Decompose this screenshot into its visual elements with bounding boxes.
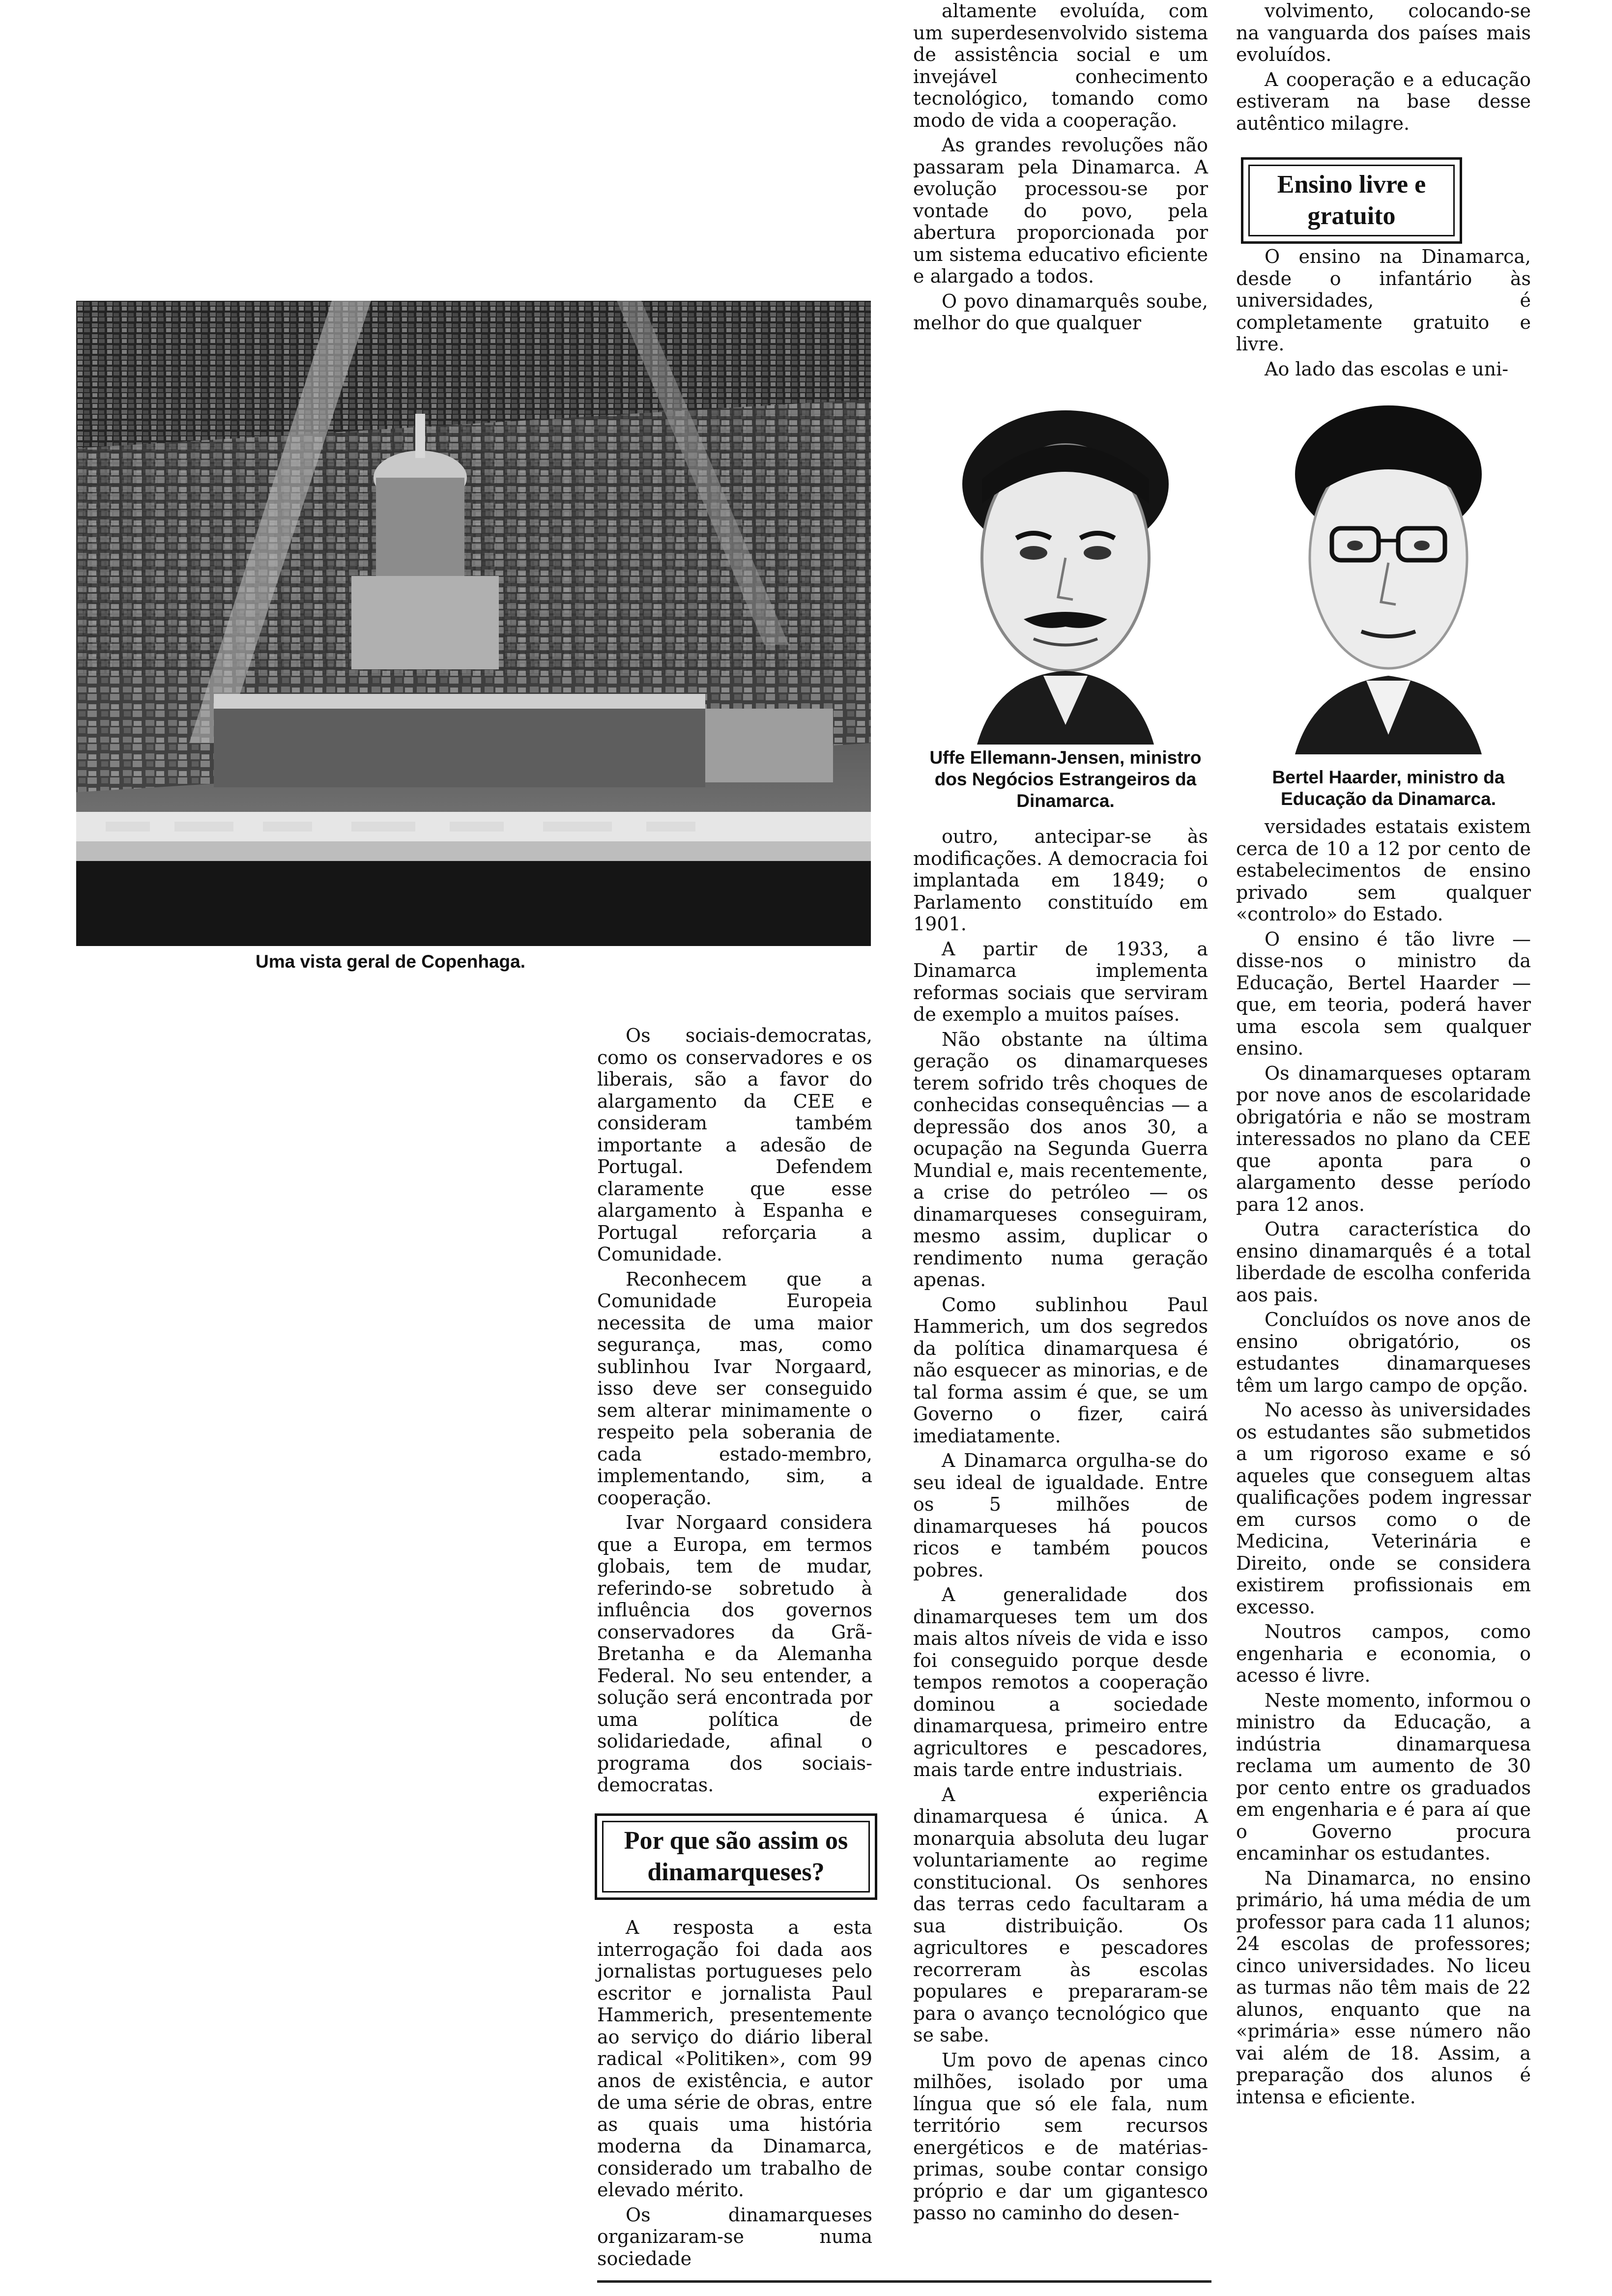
middle-paragraph-10: A experiência dinamarquesa é única. A monarquia absoluta deu lugar voluntariamente ao regime constitucional. Os senhores das terras cedo facultaram a sua distribuição. Os agricultores e pescadores recorreram às escolas populares e prepararam-se para o avanço tecnológico que se sabe.	[913, 1783, 1208, 2046]
left-column	[597, 1025, 872, 1796]
right-paragraph-13: Na Dinamarca, no ensino primário, há uma média de um professor para cada 11 alunos; 24 escolas de professores; cinco universidades. No liceu as turmas não têm mais de 22 alunos, enquanto que na «primária» esse número não vai além de 18. Assim, a preparação dos alunos é intensa e eficiente.	[1236, 1867, 1531, 2108]
bertel-haarder-caption: Bertel Haarder, ministro da Educação da Dinamarca.	[1272, 767, 1505, 809]
bertel-haarder-photo	[1251, 381, 1526, 756]
middle-paragraph-5: A partir de 1933, a Dinamarca implementa reformas sociais que serviram de exemplo a muitos países.	[913, 938, 1208, 1025]
middle-column-top	[913, 0, 1208, 334]
right-paragraph-2: A cooperação e a educação estiveram na base desse autêntico milagre.	[1236, 68, 1531, 134]
right-paragraph-3: O ensino na Dinamarca, desde o infantário às universidades, é completamente gratuito e livre.	[1236, 246, 1531, 355]
middle-paragraph-4: outro, antecipar-se às modificações. A democracia foi implantada em 1849; o Parlamento constituído em 1901.	[913, 826, 1208, 935]
ensino-livre-headline: Ensino livre e gratuito	[1248, 165, 1455, 236]
por-que-headline-box	[595, 1813, 877, 1900]
middle-paragraph-7: Como sublinhou Paul Hammerich, um dos segredos da política dinamarquesa é não esquecer as minorias, e de tal forma assim é que, se um Governo o fizer, cairá imediatamente.	[913, 1293, 1208, 1447]
right-column-bottom	[1236, 816, 1531, 2108]
right-paragraph-5: versidades estatais existem cerca de 10 a 12 por cento de estabelecimentos de ensino privado sem qualquer «controlo» do Estado.	[1236, 816, 1531, 925]
left-paragraph-5: Os dinamarqueses organizaram-se numa sociedade	[597, 2204, 872, 2269]
middle-paragraph-9: A generalidade dos dinamarqueses tem um dos mais altos níveis de vida e isso foi conseguido porque desde tempos remotos a cooperação dominou a sociedade dinamarquesa, primeiro entre agricultores e pescadores, mais tarde entre industriais.	[913, 1584, 1208, 1780]
middle-paragraph-8: A Dinamarca orgulha-se do seu ideal de igualdade. Entre os 5 milhões de dinamarqueses há poucos ricos e também poucos pobres.	[913, 1450, 1208, 1581]
right-paragraph-11: Noutros campos, como engenharia e economia, o acesso é livre.	[1236, 1621, 1531, 1686]
right-column-top	[1236, 0, 1531, 134]
right-paragraph-7: Os dinamarqueses optaram por nove anos de escolaridade obrigatória e não se mostram interessados no plano da CEE que aponta para o alargamento desse período para 12 anos.	[1236, 1062, 1531, 1215]
por-que-headline: Por que são assim os dinamarqueses?	[602, 1821, 870, 1893]
right-paragraph-9: Concluídos os nove anos de ensino obrigatório, os estudantes dinamarqueses têm um largo campo de opção.	[1236, 1309, 1531, 1396]
middle-paragraph-2: As grandes revoluções não passaram pela Dinamarca. A evolução processou-se por vontade do povo, pela abertura proporcionada por um sistema educativo eficiente e alargado a todos.	[913, 134, 1208, 287]
right-column-middle	[1236, 246, 1531, 380]
left-paragraph-3: Ivar Norgaard considera que a Europa, em termos globais, tem de mudar, referindo-se sobretudo à influência dos governos conservadores da Grã-Bretanha e da Alemanha Federal. No seu entender, a solução será encontrada por uma política de solidariedade, afinal o programa dos sociais-democratas.	[597, 1512, 872, 1796]
middle-paragraph-11: Um povo de apenas cinco milhões, isolado por uma língua que só ele fala, num território sem recursos energéticos e de matérias-primas, soube contar consigo próprio e dar um gigantesco passo no caminho do desen-	[913, 2049, 1208, 2224]
bottom-rule	[597, 2280, 1211, 2283]
right-paragraph-6: O ensino é tão livre — disse-nos o ministro da Educação, Bertel Haarder — que, em teoria, poderá haver uma escola sem qualquer ensino.	[1236, 928, 1531, 1059]
ensino-livre-headline-box	[1241, 157, 1462, 244]
right-paragraph-1: volvimento, colocando-se na vanguarda dos países mais evoluídos.	[1236, 0, 1531, 65]
left-paragraph-4: A resposta a esta interrogação foi dada aos jornalistas portugueses pelo escritor e jornalista Paul Hammerich, presentemente ao serviço do diário liberal radical «Politiken», com 99 anos de existência, e autor de uma série de obras, entre as quais uma história moderna da Dinamarca, considerado um trabalho de elevado mérito.	[597, 1917, 872, 2201]
middle-column-bottom	[913, 826, 1208, 2224]
left-column-continued	[597, 1917, 872, 2269]
right-paragraph-12: Neste momento, informou o ministro da Educação, a indústria dinamarquesa reclama um aumento de 30 por cento entre os graduados em engenharia e é para aí que o Governo procura encaminhar os estudantes.	[1236, 1689, 1531, 1864]
copenhagen-photo	[76, 301, 871, 946]
right-paragraph-4: Ao lado das escolas e uni-	[1265, 358, 1509, 380]
middle-paragraph-6: Não obstante na última geração os dinamarqueses terem sofrido três choques de conhecidas consequências — a depressão dos anos 30, a ocupação na Segunda Guerra Mundial e, mais recentemente, a crise do petróleo — os dinamarqueses conseguiram, mesmo assim, duplicar o rendimento numa geração apenas.	[913, 1028, 1208, 1291]
left-paragraph-2: Reconhecem que a Comunidade Europeia necessita de uma maior segurança, mas, como sublinhou Ivar Norgaard, isso deve ser conseguido sem alterar minimamente o respeito pela soberania de cada estado-membro, implementando, sim, a cooperação.	[597, 1268, 872, 1509]
right-paragraph-10: No acesso às universidades os estudantes são submetidos a um rigoroso exame e só aqueles que conseguem altas qualificações podem ingressar em cursos como o de Medicina, Veterinária e Direito, onde se considera existirem profissionais em excesso.	[1236, 1399, 1531, 1618]
copenhagen-caption: Uma vista geral de Copenhaga.	[256, 951, 526, 972]
ellemann-jensen-photo	[918, 381, 1213, 746]
left-paragraph-1: Os sociais-democratas, como os conservadores e os liberais, são a favor do alargamento da CEE e consideram também importante a adesão de Portugal. Defendem claramente que esse alargamento à Espanha e Portugal reforçaria a Comunidade.	[597, 1025, 872, 1265]
ellemann-jensen-caption: Uffe Ellemann-Jensen, ministro dos Negócios Estrangeiros da Dinamarca.	[929, 747, 1202, 811]
middle-paragraph-3: O povo dinamarquês soube, melhor do que qualquer	[913, 290, 1208, 334]
middle-paragraph-1: altamente evoluída, com um superdesenvolvido sistema de assistência social e um invejável conhecimento tecnológico, tomando como modo de vida a cooperação.	[913, 0, 1208, 131]
right-paragraph-8: Outra característica do ensino dinamarquês é a total liberdade de escolha conferida aos pais.	[1236, 1218, 1531, 1306]
